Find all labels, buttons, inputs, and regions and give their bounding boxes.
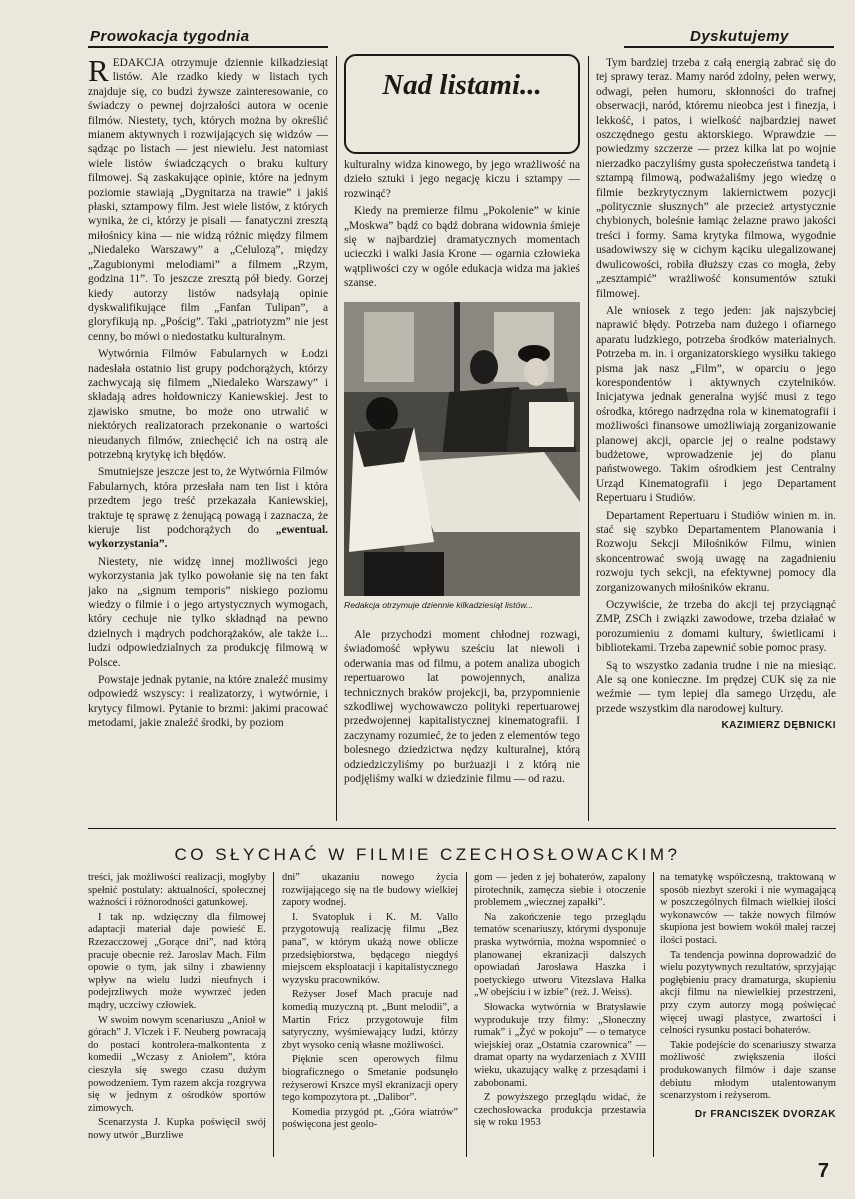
news-paragraph: Komedia przygód pt. „Góra wiatrów” poświęcona jest geolo-: [282, 1106, 458, 1131]
news-paragraph: Takie podejście do scenariuszy stwarza możliwość zwiększenia ilości produkowanych filmów i daje szanse debiutu młodym utalentowanym scenarzystom i reżyserom.: [660, 1039, 836, 1102]
news-paragraph: Reżyser Josef Mach pracuje nad komedią muzyczną pt. „Bunt melodii”, a Martin Fricz przygotowuje film satyryczny, wyśmiewający ludzi, którzy zbyt wysoko cenią własne możliwości.: [282, 989, 458, 1051]
section-title: CO SŁYCHAĆ W FILMIE CZECHOSŁOWACKIM?: [174, 845, 681, 864]
news-column-3: [474, 872, 646, 1162]
article-paragraph: kulturalny widza kinowego, by jego wrażliwość na dzieło sztuki i jego negację kiczu i sztampy — rozwinąć?: [344, 159, 580, 200]
article-paragraph: Oczywiście, że trzeba do akcji tej przyciągnąć ZMP, ZSCh i związki zawodowe, trzeba działać w porozumieniu z domami kultury, świetlicami i bibliotekami. Trzeba zapewnić sobie pomoc prasy.: [596, 599, 836, 655]
article-paragraph: Departament Repertuaru i Studiów winien m. in. stać się szybko Departamentem Planowania i Rozwoju Sekcji Miłośników Filmu, winien skoncentrować swoją uwagę na zagadnieniu rozwoju tych sekcji, na efektywnej pomocy dla zorganizowanych miłośników ekranu.: [596, 509, 836, 594]
news-paragraph: W swoim nowym scenariuszu „Anioł w górach” J. Vlczek i F. Neuberg powracają do postaci kontrolera-malkontenta z komedii „Wczasy z Aniołem”, która cieszyła się swego czasu dużym powodzeniem. Tym razem akcja rozgrywa się w jednym z ośrodków sportów zimowych.: [88, 1014, 266, 1114]
drop-cap: R: [88, 56, 109, 88]
article-paragraph: Niestety, nie widzę innej możliwości jego wykorzystania jak tylko powołanie się na ten fakt jako na „signum temporis” niskiego poziomu wiedzy o filmie i o jego artystycznych wymogach, który cechuje nie tylko składnąd na pewno dzielnych i mądrych podchorążaków, ale także i... ludzi odpowiedzialnych za produkcję filmową w Polsce.: [88, 555, 328, 669]
news-column-2: [282, 872, 458, 1162]
news-paragraph: Słowacka wytwórnia w Bratysławie wyprodukuje trzy filmy: „Słoneczny rumak” i „Żyć w pokoju” — o tematyce wiejskiej oraz „Ostatnia czarownica” — dramat oparty na wydarzeniach z XVIII wieku, ukazujący walkę z przesądami i zabobonami.: [474, 1001, 646, 1089]
header-right-rule: [624, 46, 834, 48]
column-divider: [273, 872, 274, 1157]
news-paragraph: treści, jak możliwości realizacji, mogłyby spełnić postulaty: aktualności, społecznej ważności i różnorodności gatunkowej.: [88, 872, 266, 909]
news-paragraph: dni” ukazaniu nowego życia rozwijającego się na tle budowy wielkiej zapory wodnej.: [282, 872, 458, 909]
header-left-rule: [88, 46, 328, 48]
article-column-3: [596, 56, 836, 821]
news-paragraph: Ta tendencja powinna doprowadzić do wielu pozytywnych rezultatów, sprzyjając pogłębieniu pracy dramaturga, skupieniu akcji filmu na niewielkiej przestrzeni, przy czym autorzy mogą poświęcać więcej uwagi plastyce, zwartości i celności rysunku postaci bohaterów.: [660, 949, 836, 1037]
photo-illustration: [344, 302, 580, 596]
page-number: 7: [817, 1160, 829, 1182]
news-paragraph: I tak np. wdzięczny dla filmowej adaptacji materiał daje powieść E. Rzezacczowej „Gorące dni”, nad którą pracuje obecnie reż. Jaroslav Mach. Film opowie o tym, jak silny i zbawienny wpływ na wielu ludzi nieufnych i podejrzliwych może wywrzeć jeden mądry, uczciwy człowiek.: [88, 911, 266, 1011]
article-paragraph: Ale wniosek z tego jeden: jak najszybciej naprawić błędy. Potrzeba nam dużego i ofiarnego aparatu ludzkiego, potrzeba środków materialnych. Potrzeba m. in. i organizatorskiego wysiłku takiego pisma jak nasz „Film”, w oparciu o jego korespondentów i aktywnych czytelników. Inicjatywa jednak generalna wyjść musi z tego ośrodka, którego nadrzędna rola w kinematografii i możliwości finansowe umożliwiają zorganizowanie planowej akcji, oparcie jej o realne podstawy budżetowe, wprowadzenie jej do planu państwowego. Takim ośrodkiem jest Centralny Urząd Kinematografii i jego Departament Repertuaru i Studiów.: [596, 304, 836, 505]
author-signature: Dr FRANCISZEK DVORZAK: [694, 1108, 836, 1120]
news-paragraph: Na zakończenie tego przeglądu tematów scenariuszy, którymi dysponuje praska wytwórnia, można wspomnieć o planowanej ekranizacji dalszych opowiadań Jarosława Haszka i poetyckiego utworu Vitezslava Halka „W obejściu i w izbie” (reż. J. Weiss).: [474, 911, 646, 999]
column-divider: [653, 872, 654, 1157]
column-divider: [466, 872, 467, 1157]
author-signature: KAZIMIERZ DĘBNICKI: [721, 720, 836, 732]
article-title: Nad listami...: [382, 69, 542, 101]
news-paragraph: na tematykę współczesną, traktowaną w sposób niezbyt szeroki i nie wymagającą w poszczególnych filmach wielkiej ilości wykonawców — także nowych filmów skupiona jest bowiem wokół małej raczej ilości postaci.: [660, 872, 836, 946]
news-paragraph: gom — jeden z jej bohaterów, zapalony pirotechnik, zamęcza siebie i otoczenie problemem „wiecznej zapałki”.: [474, 872, 646, 909]
news-paragraph: Scenarzysta J. Kupka poświęcił swój nowy utwór „Burzliwe: [88, 1117, 266, 1141]
column-divider: [588, 56, 589, 821]
news-paragraph: Pięknie scen operowych filmu biograficznego o Smetanie podsunęło reżyserowi Krszce myśl ekranizacji opery tego kompozytora pt. „Dalibor”.: [282, 1054, 458, 1104]
article-column-2-bottom: [344, 628, 580, 823]
article-paragraph: Kiedy na premierze filmu „Pokolenie” w kinie „Moskwa” bądź co bądź dobrana widownia śmieje się w najbardziej dramatycznych momentach ucieczki i walki Jasia Krone — ogarnia człowieka wątpliwości czy w ogóle edukacja widza ma jakieś szanse.: [344, 205, 580, 290]
article-photo: [344, 302, 580, 596]
article-paragraph: Smutniejsze jeszcze jest to, że Wytwórnia Filmów Fabularnych, która przesłała nam ten list i która przedtem jego treść przekazała Kaniewskiej, traktuje tę sprawę z żenującą powagą i zaznacza, że kieruje list podchorążych do „ewentual. wykorzystania”.: [88, 466, 328, 551]
news-column-4: [660, 872, 836, 1162]
news-paragraph: I. Svatopluk i K. M. Vallo przygotowują realizację filmu „Bez pana”, w którym ukażą nowe oblicze przedsiębiorstwa, będącego niegdyś miejscem eksploatacji i kapitalistycznego wyzysku pracowników.: [282, 911, 458, 986]
article-title-box: [344, 54, 580, 154]
news-column-1: [88, 872, 266, 1162]
header-left: Prowokacja tygodnia: [90, 28, 250, 45]
article-paragraph: Wytwórnia Filmów Fabularnych w Łodzi nadesłała ostatnio list grupy podchorążych, którzy zachwycają się filmem „Niedaleko Warszawy” i składają adres hołdowniczy Kaniewskiej. Jest to zjawisko smutne, bo może ono utrwalić w niektórych realizatorach przekonanie o wartości nieudanych filmów, zniechęcić ich na ostrą ale potrzebną krytykę ich błędów.: [88, 348, 328, 461]
header-right: Dyskutujemy: [690, 28, 789, 45]
article-paragraph: REDAKCJA otrzymuje dziennie kilkadziesiąt listów. Ale rzadko kiedy w listach tych znajduje się, co budzi żywsze zainteresowanie, co świadczy o pewnej dojrzałości autora w ocenie filmów. Niestety, tych, których można by określić mianem aktywnych i rozwijających się widzów — sądząc po listach — jest niewielu. Jest natomiast wiele listów świadczących o braku kultury filmowej. Są zaskakujące opinie, które na jednym poziomie stawiają „Dygnitarza na trawie” i jakiś płaski, sztampowy film. Jest wiele listów, z których wynika, że ci, którzy je pisali — fanatyczni zresztą miłośnicy kina — nie widzą różnic między filmem „Niedaleko Warszawy” a „Celulozą”, między „Zagubionymi melodiami” a filmem „Rzym, godzina 11”. To jeszcze zresztą pół biedy. Gorzej kiedy autorzy listów nadsyłają opinie dyskwalifikujące film „Fanfan Tulipan”, a gloryfikują np. „Pościg”. Taki „patriotyzm” nie jest cenny, bo mówi o niedostatku kulturalnym.: [88, 56, 328, 343]
article-column-2-top: [344, 158, 580, 298]
article-paragraph: Tym bardziej trzeba z całą energią zabrać się do tej sprawy teraz. Mamy naród zdolny, pełen werwy, odwagi, pełen humoru, skłonności do trafnej obserwacji, naród, któremu nieobca jest i finezja, i lekkość, i patos, i wielkość najbardziej nawet oszczędnego gestu aktorskiego. Wprawdzie — powiedzmy szczerze — przez kilka lat po wojnie nierzadko paczyliśmy gusta społeczeństwa tandetą i sztampą filmową, podważaliśmy jego wiedzę o filmie bezkrytycznym lakiernictwem pozycji „politycznie słusznych” ale przecież artystycznie chybionych, boleśnie łamiąc żelazne prawo jakości treści i formy. Sama krytyka filmowa, wygodnie usadowiwszy się w cichym kąciku ulegalizowanej dwulicowości, robiła dłuższy czas co mogła, żeby „zesztampić” wrażliwość konsumentów sztuki filmowej.: [596, 57, 836, 300]
news-paragraph: Z powyższego przeglądu widać, że czechosłowacka produkcja przestawia się w roku 1953: [474, 1092, 646, 1129]
article-paragraph: Powstaje jednak pytanie, na które znaleźć musimy odpowiedź wszyscy: i realizatorzy, i wytwórnie, i krytycy filmowi. Pytanie to brzmi: jakimi pracować metodami, jakie znaleźć środki, by poziom: [88, 674, 328, 730]
column-divider: [336, 56, 337, 821]
article-column-1: [88, 56, 328, 821]
photo-caption: Redakcja otrzymuje dziennie kilkadziesiąt listów...: [344, 600, 534, 610]
section-divider: [88, 828, 836, 829]
article-paragraph: Są to wszystko zadania trudne i nie na miesiąc. Ale są one konieczne. Im prędzej CUK się za nie weźmie — tym lepiej dla samego Urzędu, ale przede wszystkim dla narodowej kultury.: [596, 659, 836, 715]
article-paragraph: Ale przychodzi moment chłodnej rozwagi, świadomość wpływu sześciu lat niewoli i oderwania mas od filmu, a potem analiza ubogich repertuarowo lat powojennych, analiza technicznych braków projekcji, ba, przypomnienie szkodliwej wychowawczo polityki repertuarowej przedwojennej kapitalistycznej kinematografii. I zaczynamy rozumieć, że to jeden z elementów tego bolesnego dziedzictwa nędzy kulturalnej, którą odziedziczyliśmy po burżuazji i z którą nie podjęliśmy walki w dziedzinie filmu — od razu.: [344, 629, 580, 786]
